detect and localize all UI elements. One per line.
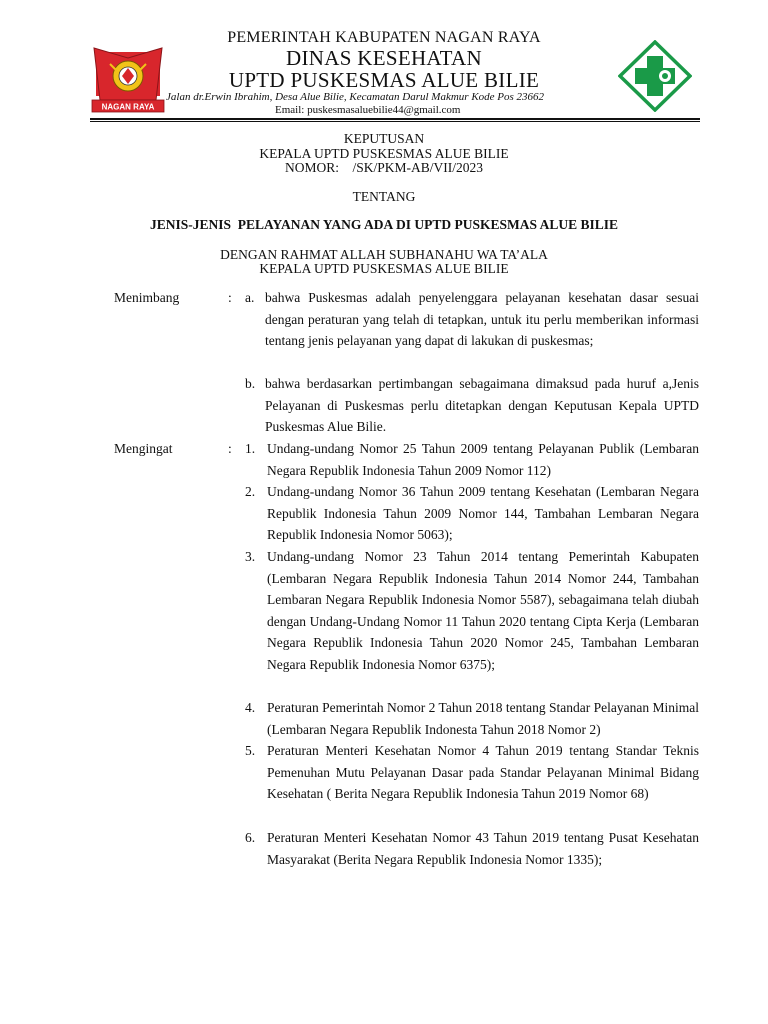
issuer: KEPALA UPTD PUSKESMAS ALUE BILIE [259, 146, 509, 161]
email: Email: puskesmasaluebilie44@gmail.com [275, 104, 461, 116]
list-marker: 5. [245, 743, 256, 758]
list-item: bahwa Puskesmas adalah penyelenggara pelayanan kesehatan dasar sesuai dengan peraturan yang telah di tetapkan, untuk itu perlu memberikan informasi tentang jenis pelayanan yang dapat di lakukan di puskesmas; [265, 290, 699, 348]
doc-number: NOMOR: /SK/PKM-AB/VII/2023 [284, 160, 484, 175]
list-marker: 3. [245, 549, 256, 564]
letterhead [160, 28, 608, 92]
address: Jalan dr.Erwin Ibrahim, Desa Alue Bilie, Kecamatan Darul Makmur Kode Pos 23662 [166, 91, 545, 103]
issuer-repeat: KEPALA UPTD PUSKESMAS ALUE BILIE [259, 261, 509, 276]
list-item: Undang-undang Nomor 23 Tahun 2014 tentang Pemerintah Kabupaten (Lembaran Negara Republik Indonesia Tahun 2014 Nomor 244, Tambahan Lembaran Negara Republik Indonesia Nomor 5587), sebagaimana telah diubah dengan Undang-Undang Nomor 11 Tahun 2020 tentang Cipta Kerja (Lembaran Negara Republik Indonesia Tahun 2020 Nomor 245, Tambahan Lembaran Negara Republik Indonesia Nomor 6375); [267, 549, 699, 672]
list-item: bahwa berdasarkan pertimbangan sebagaimana dimaksud pada huruf a,Jenis Pelayanan di Puskesmas perlu ditetapkan dengan Keputusan Kepala UPTD Puskesmas Alue Bilie. [265, 376, 699, 434]
list-marker: 6. [245, 830, 256, 845]
list-marker: 4. [245, 700, 256, 715]
department-name: DINAS KESEHATAN [286, 46, 482, 70]
list-item: Peraturan Pemerintah Nomor 2 Tahun 2018 tentang Standar Pelayanan Minimal (Lembaran Negara Republik Indonesta Tahun 2018 Nomor 2) [267, 700, 699, 737]
tentang-heading: TENTANG [352, 189, 416, 204]
list-item: Undang-undang Nomor 25 Tahun 2009 tentang Pelayanan Publik (Lembaran Negara Republik Indonesia Tahun 2009 Nomor 112) [267, 441, 699, 478]
colon: : [228, 441, 232, 456]
divider [90, 121, 700, 122]
list-marker: 1. [245, 441, 256, 456]
government-name: PEMERINTAH KABUPATEN NAGAN RAYA [227, 29, 541, 46]
mengingat-label: Mengingat [114, 441, 173, 456]
divider [90, 118, 700, 120]
nagan-raya-emblem-icon [90, 44, 166, 116]
menimbang-label: Menimbang [114, 290, 180, 305]
institution-name: UPTD PUSKESMAS ALUE BILIE [228, 68, 540, 92]
list-marker: a. [245, 290, 255, 305]
invocation: DENGAN RAHMAT ALLAH SUBHANAHU WA TA’ALA [220, 247, 548, 262]
puskesmas-logo-icon [618, 40, 692, 112]
list-item: Undang-undang Nomor 36 Tahun 2009 tentang Kesehatan (Lembaran Negara Republik Indonesia Tahun 2009 Nomor 144, Tambahan Lembaran Negara Republik Indonesia Nomor 5063); [267, 484, 699, 542]
list-marker: b. [245, 376, 256, 391]
colon: : [228, 290, 232, 305]
doc-type: KEPUTUSAN [343, 131, 425, 146]
list-marker: 2. [245, 484, 256, 499]
list-item: Peraturan Menteri Kesehatan Nomor 4 Tahun 2019 tentang Standar Teknis Pemenuhan Mutu Pelayanan Dasar pada Standar Pelayanan Minimal Bidang Kesehatan ( Berita Negara Republik Indonesia Tahun 2019 Nomor 68) [267, 743, 699, 801]
subject-title: JENIS-JENIS PELAYANAN YANG ADA DI UPTD PUSKESMAS ALUE BILIE [150, 217, 618, 232]
list-item: Peraturan Menteri Kesehatan Nomor 43 Tahun 2019 tentang Pusat Kesehatan Masyarakat (Berita Negara Republik Indonesia Nomor 1335); [267, 830, 699, 867]
logo-text: NAGAN RAYA [101, 102, 155, 112]
